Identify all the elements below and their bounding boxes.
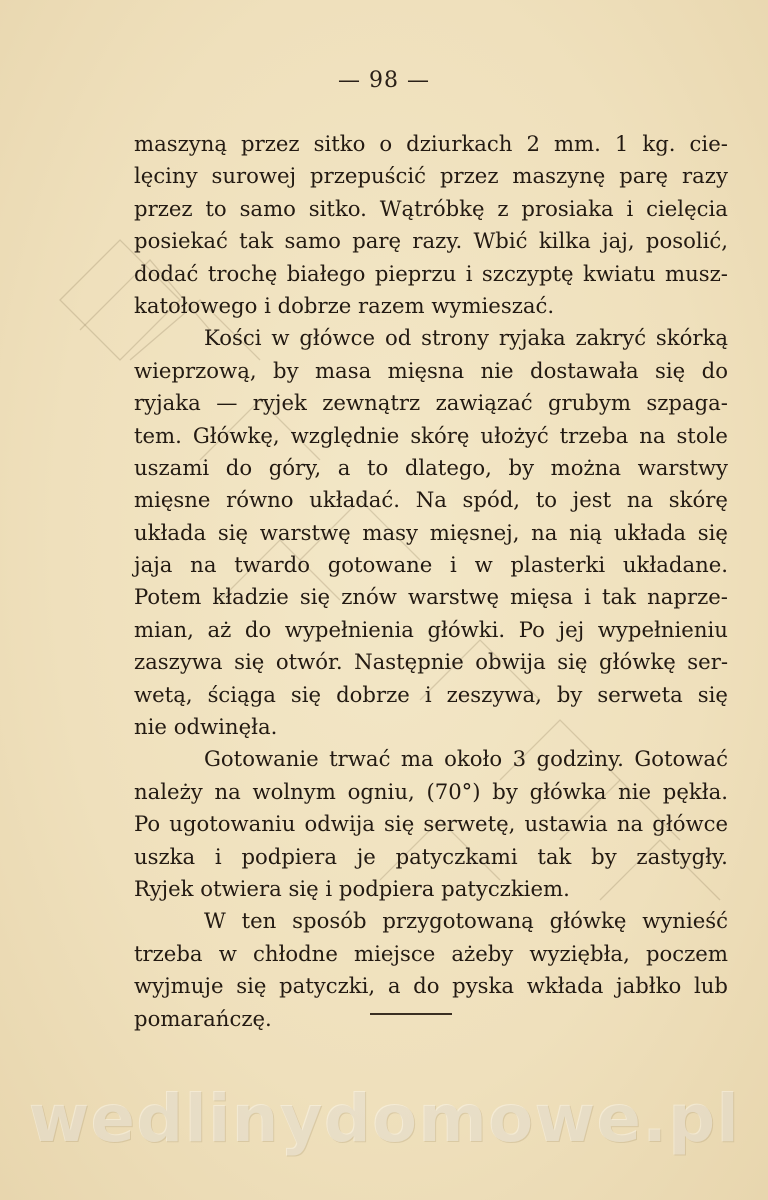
- text-line: jaja na twardo gotowane i w plasterki układane.: [134, 552, 728, 578]
- text-line: nie odwinęła.: [134, 714, 278, 740]
- body-text: [134, 128, 728, 1035]
- text-line: W ten sposób przygotowaną główkę wynieść: [204, 908, 728, 934]
- text-line: Gotowanie trwać ma około 3 godziny. Gotować: [204, 746, 728, 772]
- text-line: wetą, ściąga się dobrze i zeszywa, by serweta się: [134, 681, 728, 707]
- text-line: ryjaka — ryjek zewnątrz zawiązać grubym szpaga-: [134, 390, 728, 416]
- text-line: Po ugotowaniu odwija się serwetę, ustawia na główce: [134, 811, 728, 837]
- text-line: trzeba w chłodne miejsce ażeby wyziębła, poczem: [134, 940, 728, 966]
- text-line: mięsne równo układać. Na spód, to jest na skórę: [134, 487, 728, 513]
- text-line: katołowego i dobrze razem wymieszać.: [134, 292, 555, 318]
- text-line: lęciny surowej przepuścić przez maszynę parę razy: [134, 163, 728, 189]
- text-line: Potem kładzie się znów warstwę mięsa i tak naprze-: [134, 584, 728, 610]
- text-line: przez to samo sitko. Wątróbkę z prosiaka i cielęcia: [134, 195, 728, 221]
- text-line: dodać trochę białego pieprzu i szczyptę kwiatu musz-: [134, 260, 728, 286]
- text-line: Kości w główce od strony ryjaka zakryć skórką: [204, 325, 728, 351]
- text-line: mian, aż do wypełnienia główki. Po jej wypełnieniu: [134, 616, 728, 642]
- page-number: — 98 —: [338, 68, 430, 93]
- text-line: należy na wolnym ogniu, (70°) by główka nie pękła.: [134, 778, 728, 804]
- text-line: uszami do góry, a to dlatego, by można warstwy: [134, 454, 728, 480]
- text-line: pomarańczę.: [134, 1005, 272, 1031]
- page-number-header: [0, 68, 768, 93]
- text-line: zaszywa się otwór. Następnie obwija się główkę ser-: [134, 649, 728, 675]
- text-line: tem. Główkę, względnie skórę ułożyć trzeba na stole: [134, 422, 728, 448]
- text-line: układa się warstwę masy mięsnej, na nią układa się: [134, 519, 728, 545]
- text-line: wieprzową, by masa mięsna nie dostawała się do: [134, 357, 728, 383]
- text-line: Ryjek otwiera się i podpiera patyczkiem.: [134, 875, 570, 901]
- closing-rule: [370, 1013, 452, 1015]
- text-line: posiekać tak samo parę razy. Wbić kilka jaj, posolić,: [134, 228, 728, 254]
- text-line: wyjmuje się patyczki, a do pyska wkłada jabłko lub: [134, 973, 728, 999]
- text-line: maszyną przez sitko o dziurkach 2 mm. 1 kg. cie-: [134, 131, 728, 156]
- text-line: uszka i podpiera je patyczkami tak by zastygły.: [134, 843, 728, 869]
- watermark: wedlinydomowe.pl: [28, 1080, 740, 1157]
